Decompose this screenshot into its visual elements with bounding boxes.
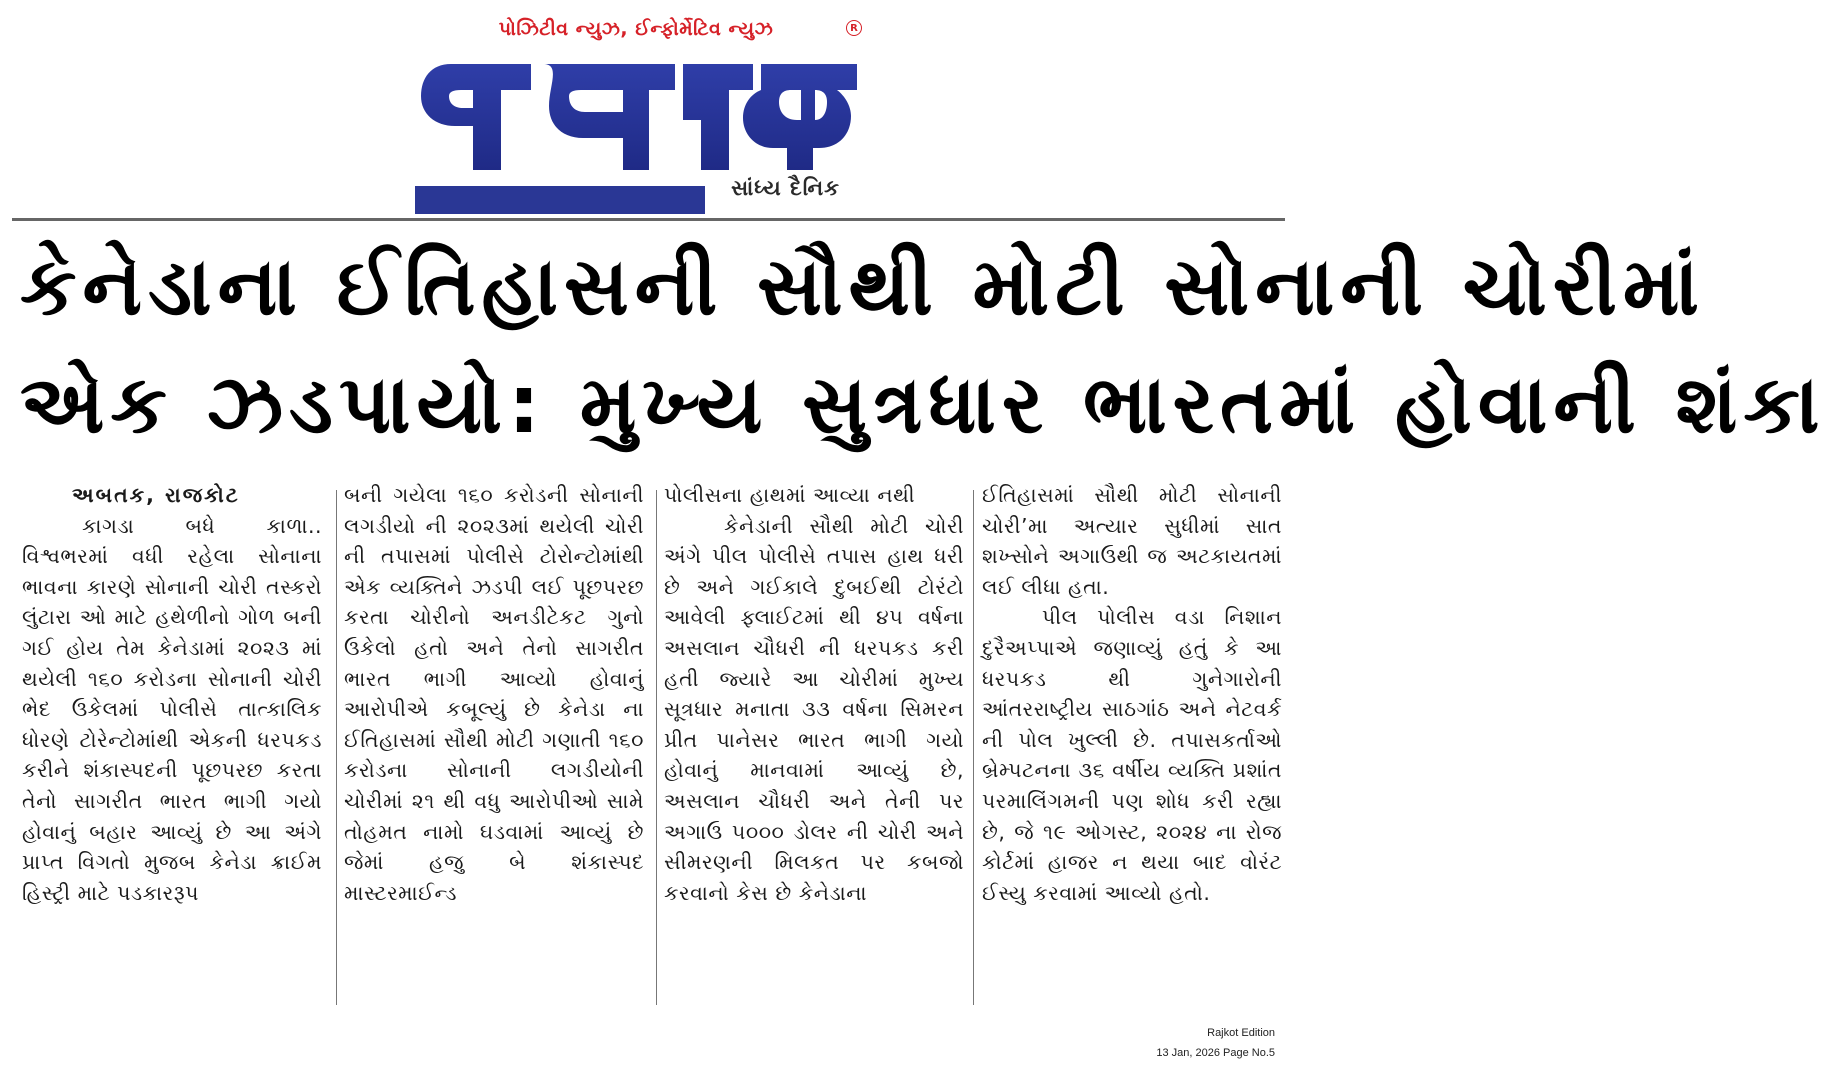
article-paragraph: કેનેડાની સૌથી મોટી ચોરી અંગે પીલ પોલીસે તપાસ હાથ ધરી છે અને ગઈકાલે દુબઈથી ટોરંટો આવેલી ફ્લાઈટમાં થી ૪૫ વર્ષના અસલાન ચૌધરી ની ધરપકડ કરી હતી જ્યારે આ ચોરીમાં મુખ્ય સૂત્રધાર મનાતા ૩૩ વર્ષના સિમરન પ્રીત પાનેસર ભારત ભાગી ગયો હોવાનું માનવામાં આવ્યું છે, અસલાન ચૌધરી અને તેની પર અગાઉ ૫૦૦૦ ડોલર ની ચોરી અને સીમરણની મિલકત પર કબજો કરવાનો કેસ છે કેનેડાના xyxy=(664,513,964,905)
article-column-4 xyxy=(982,480,1282,1010)
headline-line-2: એક ઝડપાયો: મુખ્ય સુત્રધાર ભારતમાં હોવાની શંકા xyxy=(20,358,1825,451)
page-footer xyxy=(1156,1023,1275,1063)
date-page-label: 13 Jan, 2026 Page No.5 xyxy=(1156,1047,1275,1059)
article-paragraph: બની ગયેલા ૧૬૦ કરોડની સોનાની લગડીયો ની ૨૦૨૩માં થયેલી ચોરી ની તપાસમાં પોલીસે ટોરોન્ટોમાંથી એક વ્યક્તિને ઝડપી લઈ પૂછપરછ કરતા ચોરીનો અનડીટેકટ ગુનો ઉકેલો હતો અને તેનો સાગરીત ભારત ભાગી આવ્યો હોવાનું આરોપીએ કબૂલ્યું છે કેનેડા ના ઈતિહાસમાં સૌથી મોટી ગણાતી ૧૬૦ કરોડના સોનાની લગડીયોની ચોરીમાં ૨૧ થી વધુ આરોપીઓ સામે તોહમત નામો ઘડવામાં આવ્યું છે જેમાં હજુ બે શંકાસ્પદ માસ્ટરમાઈન્ડ xyxy=(344,483,644,905)
column-divider xyxy=(656,490,657,1005)
headline-line-1: કેનેડાના ઈતિહાસની સૌથી મોટી સોનાની ચોરીમાં xyxy=(20,240,1706,333)
masthead-subtitle: સાંધ્ય દૈનિક xyxy=(731,176,840,200)
article-paragraph: ઈતિહાસમાં સૌથી મોટી સોનાની ચોરી’મા અત્યાર સુધીમાં સાત શખ્સોને અગાઉથી જ અટકાયતમાં લઈ લીધા હતા. xyxy=(982,483,1282,599)
column-divider xyxy=(973,490,974,1005)
article-paragraph: પીલ પોલીસ વડા નિશાન દુરૈઅપ્પાએ જણાવ્યું હતું કે આ ધરપકડ થી ગુનેગારોની આંતરરાષ્ટ્રીય સાઠગાંઠ અને નેટવર્ક ની પોલ ખુલ્લી છે. તપાસકર્તાઓ બ્રેમ્પટનના ૩૬ વર્ષીય વ્યક્તિ પ્રશાંત પરમાલિંગમની પણ શોધ કરી રહ્યા છે, જે ૧૯ ઓગસ્ટ, ૨૦૨૪ ના રોજ કોર્ટમાં હાજર ન થયા બાદ વોરંટ ઈસ્યુ કરવામાં આવ્યો હતો. xyxy=(982,605,1282,905)
article-body xyxy=(22,480,1282,1020)
newspaper-logo xyxy=(415,46,860,181)
divider xyxy=(12,218,1285,221)
masthead-tagline: પોઝિટીવ ન્યુઝ, ઈન્ફોર્મેટિવ ન્યુઝ xyxy=(498,18,774,40)
article-column-3 xyxy=(664,480,964,1010)
registered-mark-icon: R xyxy=(846,20,862,36)
article-paragraph: કાગડા બધે કાળા.. વિશ્વભરમાં વધી રહેલા સોનાના ભાવના કારણે સોનાની ચોરી તસ્કરો લુંટારા ઓ માટે હથેળીનો ગોળ બની ગઈ હોય તેમ કેનેડામાં ૨૦૨૩ માં થયેલી ૧૬૦ કરોડના સોનાની ચોરી ભેદ ઉકેલમાં પોલીસે તાત્કાલિક ધોરણે ટોરેન્ટોમાંથી એકની ધરપકડ કરીને શંકાસ્પદની પૂછપરછ કરતા તેનો સાગરીત ભારત ભાગી ગયો હોવાનું બહાર આવ્યું છે આ અંગે પ્રાપ્ત વિગતો મુજબ કેનેડા ક્રાઈમ હિસ્ટ્રી માટે પડકારરૂપ xyxy=(22,513,322,905)
column-divider xyxy=(336,490,337,1005)
article-column-1 xyxy=(22,480,322,1010)
article-paragraph: પોલીસના હાથમાં આવ્યા નથી xyxy=(664,483,916,507)
masthead xyxy=(415,18,870,203)
article-column-2 xyxy=(344,480,644,1010)
article-dateline: અબતક, રાજકોટ xyxy=(72,483,240,507)
edition-label: Rajkot Edition xyxy=(1207,1027,1275,1039)
